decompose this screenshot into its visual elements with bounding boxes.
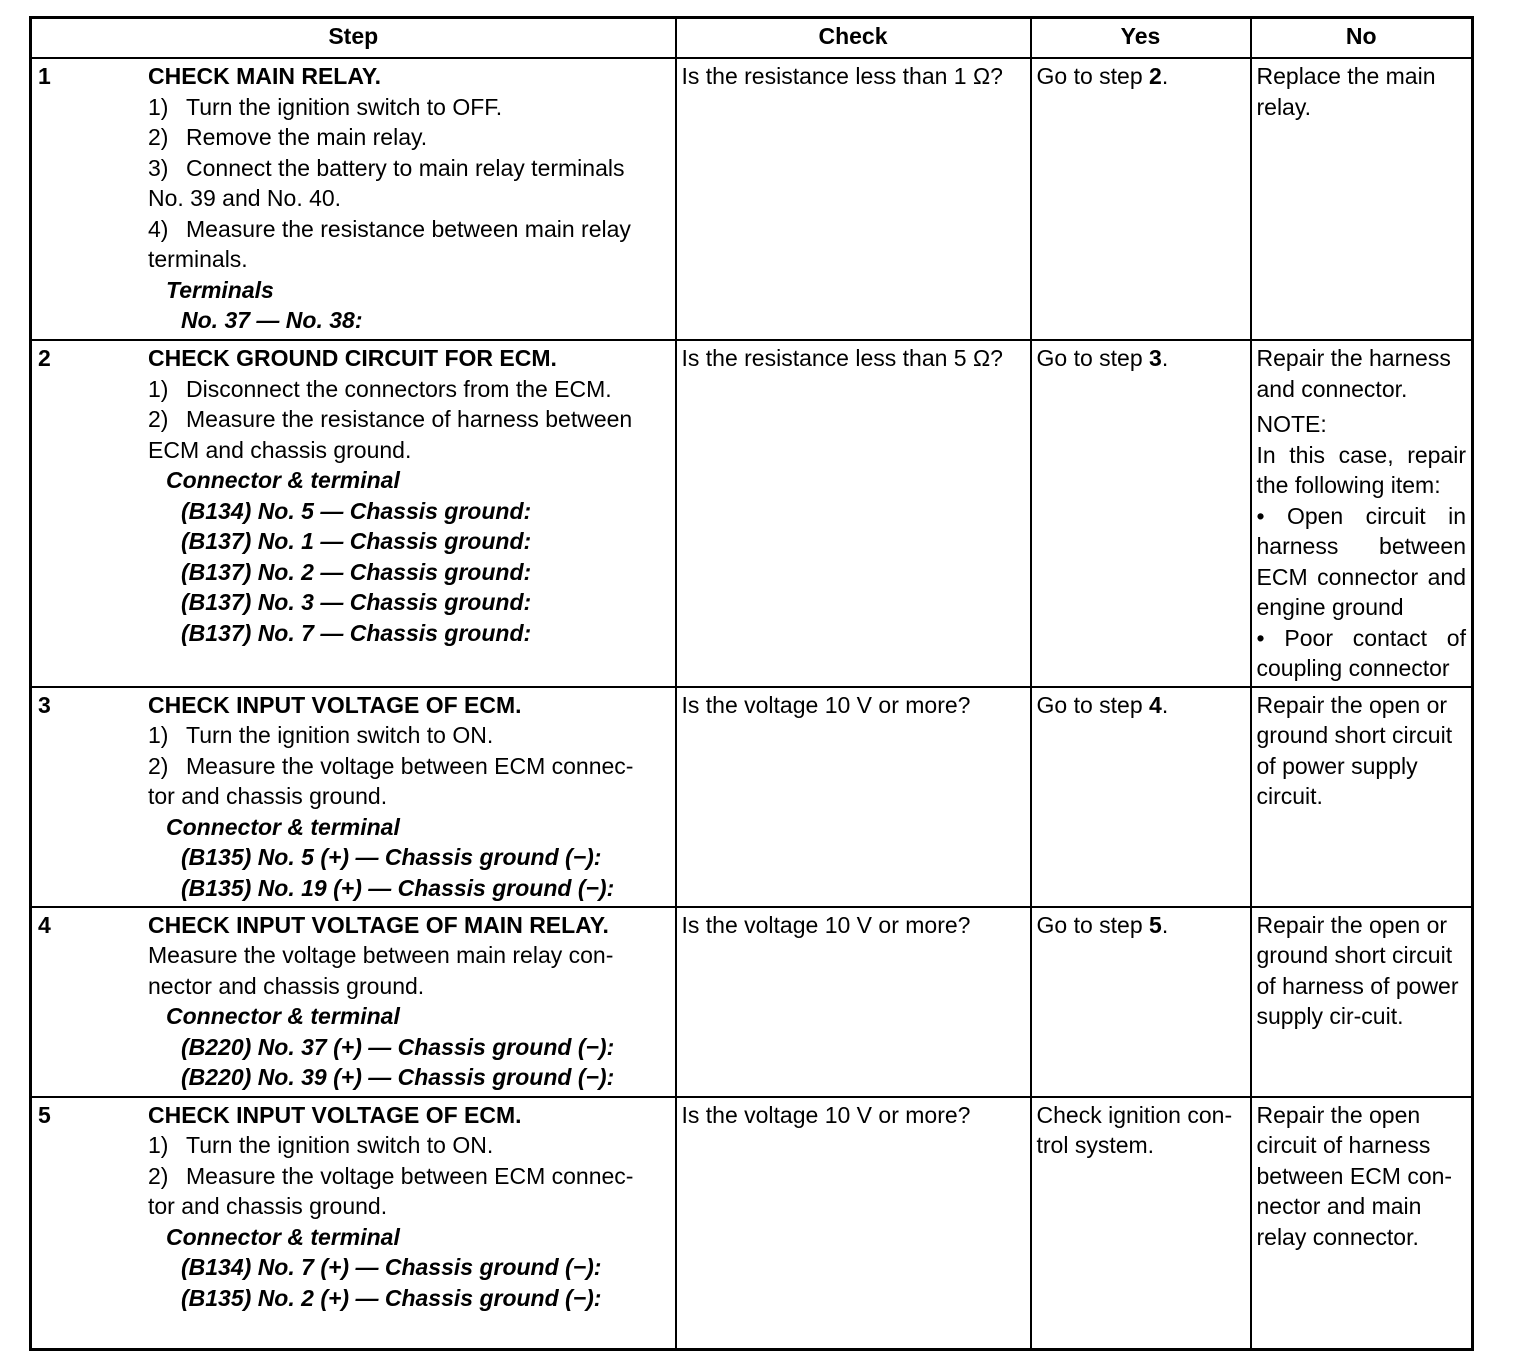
step-substep: 1) Turn the ignition switch to ON. bbox=[148, 1132, 494, 1158]
yes-cell: Go to step 2. bbox=[1031, 58, 1251, 340]
terminal-spec: (B134) No. 7 (+) — Chassis ground (−): bbox=[181, 1254, 602, 1280]
step-number: 4 bbox=[38, 911, 51, 938]
terminal-spec: (B220) No. 39 (+) — Chassis ground (−): bbox=[181, 1064, 615, 1090]
step-title: CHECK GROUND CIRCUIT FOR ECM. bbox=[148, 345, 557, 371]
step-substep: 2) Measure the voltage between ECM connec-tor and chassis ground. bbox=[148, 1162, 634, 1219]
yes-cell: Go to step 5. bbox=[1031, 907, 1251, 1097]
yes-step-number: 4 bbox=[1149, 691, 1162, 718]
terminal-spec: (B135) No. 2 (+) — Chassis ground (−): bbox=[181, 1284, 602, 1311]
header-no: No bbox=[1251, 18, 1473, 59]
table-row-step-3 bbox=[31, 687, 1473, 907]
table-row-step-5 bbox=[31, 1097, 1473, 1350]
diagnostic-table bbox=[29, 16, 1474, 1351]
step-substep: 1) Turn the ignition switch to ON. bbox=[148, 722, 494, 748]
header-check: Check bbox=[676, 18, 1031, 59]
step-substep: 2) Measure the voltage between ECM connec-tor and chassis ground. bbox=[148, 752, 634, 809]
step-cell bbox=[31, 687, 676, 907]
yes-step-number: 5 bbox=[1149, 911, 1162, 938]
connector-label: Connector & terminal bbox=[166, 1223, 400, 1250]
table-row-step-1 bbox=[31, 58, 1473, 340]
table-row-step-2 bbox=[31, 340, 1473, 687]
step-cell bbox=[31, 340, 676, 687]
yes-cell: Go to step 4. bbox=[1031, 687, 1251, 907]
step-substep: 3) Connect the battery to main relay terminals No. 39 and No. 40. bbox=[148, 154, 625, 211]
header-row bbox=[31, 18, 1473, 59]
header-yes: Yes bbox=[1031, 18, 1251, 59]
step-substep: 1) Turn the ignition switch to OFF. bbox=[148, 93, 503, 120]
step-cell bbox=[31, 907, 676, 1097]
terminal-spec: (B137) No. 3 — Chassis ground: bbox=[181, 589, 532, 615]
step-number: 2 bbox=[38, 345, 51, 371]
step-number: 1 bbox=[38, 63, 51, 89]
terminal-spec: (B220) No. 37 (+) — Chassis ground (−): bbox=[181, 1033, 615, 1060]
connector-label: Connector & terminal bbox=[166, 467, 400, 493]
note-label: NOTE: bbox=[1256, 411, 1327, 437]
terminal-label: Terminals bbox=[166, 276, 274, 303]
no-action: Repair the harness and connector. bbox=[1256, 345, 1451, 402]
step-number: 5 bbox=[38, 1101, 51, 1128]
terminal-spec: (B137) No. 7 — Chassis ground: bbox=[181, 619, 532, 646]
step-title: CHECK MAIN RELAY. bbox=[148, 63, 382, 89]
step-title: CHECK INPUT VOLTAGE OF ECM. bbox=[148, 691, 522, 718]
step-number: 3 bbox=[38, 691, 51, 718]
step-instruction: Measure the voltage between main relay con-nector and chassis ground. bbox=[148, 942, 614, 999]
step-substep: 2) Measure the resistance of harness between ECM and chassis ground. bbox=[148, 406, 633, 463]
yes-cell: Go to step 3. bbox=[1031, 340, 1251, 687]
step-substep: 1) Disconnect the connectors from the ECM. bbox=[148, 375, 612, 402]
no-cell bbox=[1251, 340, 1473, 687]
terminal-spec: (B135) No. 19 (+) — Chassis ground (−): bbox=[181, 874, 615, 901]
yes-step-number: 2 bbox=[1149, 63, 1162, 89]
step-substep: 2) Remove the main relay. bbox=[148, 124, 428, 150]
terminal-spec: (B137) No. 1 — Chassis ground: bbox=[181, 528, 532, 554]
header-step: Step bbox=[31, 18, 676, 59]
step-substep: 4) Measure the resistance between main relay terminals. bbox=[148, 215, 631, 272]
note-text: In this case, repair the following item: bbox=[1256, 441, 1466, 498]
terminal-spec: No. 37 — No. 38: bbox=[181, 307, 363, 333]
check-cell: Is the voltage 10 V or more? bbox=[676, 1097, 1031, 1350]
no-cell: Repair the open or ground short circuit of harness of power supply cir-cuit. bbox=[1251, 907, 1473, 1097]
yes-step-number: 3 bbox=[1149, 345, 1162, 371]
terminal-spec: (B135) No. 5 (+) — Chassis ground (−): bbox=[181, 844, 602, 870]
step-title: CHECK INPUT VOLTAGE OF MAIN RELAY. bbox=[148, 911, 609, 938]
step-cell bbox=[31, 58, 676, 340]
no-cell: Repair the open circuit of harness between ECM con-nector and main relay connector. bbox=[1251, 1097, 1473, 1350]
step-title: CHECK INPUT VOLTAGE OF ECM. bbox=[148, 1101, 522, 1128]
no-cell: Repair the open or ground short circuit of power supply circuit. bbox=[1251, 687, 1473, 907]
note-bullet: • Open circuit in harness between ECM connector and engine ground bbox=[1256, 502, 1466, 620]
yes-cell: Check ignition con-trol system. bbox=[1031, 1097, 1251, 1350]
table-row-step-4 bbox=[31, 907, 1473, 1097]
terminal-spec: (B137) No. 2 — Chassis ground: bbox=[181, 558, 532, 585]
check-cell: Is the resistance less than 5 Ω? bbox=[676, 340, 1031, 687]
check-cell: Is the voltage 10 V or more? bbox=[676, 687, 1031, 907]
terminal-spec: (B134) No. 5 — Chassis ground: bbox=[181, 497, 532, 524]
check-cell: Is the resistance less than 1 Ω? bbox=[676, 58, 1031, 340]
note-bullet: • Poor contact of coupling connector bbox=[1256, 624, 1466, 681]
no-cell: Replace the main relay. bbox=[1251, 58, 1473, 340]
check-cell: Is the voltage 10 V or more? bbox=[676, 907, 1031, 1097]
connector-label: Connector & terminal bbox=[166, 1003, 400, 1029]
step-cell bbox=[31, 1097, 676, 1350]
connector-label: Connector & terminal bbox=[166, 813, 400, 840]
